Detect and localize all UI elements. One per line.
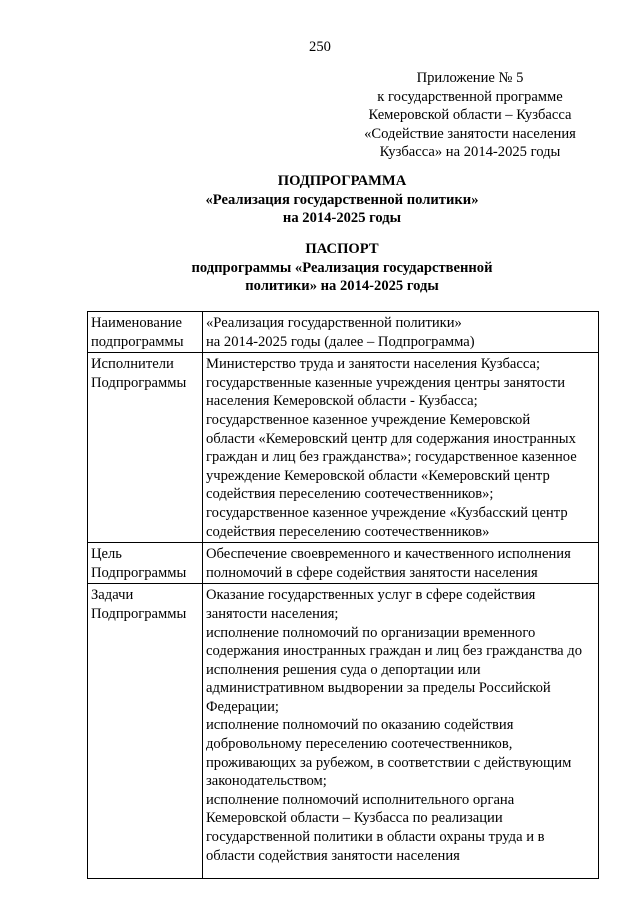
label-line: Подпрограммы bbox=[91, 564, 187, 581]
label-line: Цель bbox=[91, 546, 122, 563]
value-line: на 2014-2025 годы (далее – Подпрограмма) bbox=[206, 333, 475, 350]
value-line: исполнение полномочий по оказанию содействия bbox=[206, 717, 514, 734]
row-label bbox=[88, 353, 203, 543]
value-line: исполнение полномочий по организации временного bbox=[206, 624, 536, 641]
page-number: 250 bbox=[309, 39, 331, 55]
value-line: исполнение полномочий исполнительного органа bbox=[206, 791, 515, 808]
value-line: полномочий в сфере содействия занятости населения bbox=[206, 564, 538, 581]
value-line: содействия переселению соотечественников»; bbox=[206, 486, 494, 503]
appendix-line: к государственной программе bbox=[377, 88, 563, 105]
row-value bbox=[203, 584, 599, 879]
passport-subtitle: подпрограммы «Реализация государственной bbox=[191, 259, 493, 276]
appendix-line: «Содействие занятости населения bbox=[364, 125, 576, 142]
label-line: подпрограммы bbox=[91, 333, 184, 350]
value-line: содействия переселению соотечественников» bbox=[206, 523, 490, 540]
value-line: содержания иностранных граждан и лиц без гражданства до bbox=[206, 643, 583, 660]
row-label bbox=[88, 543, 203, 584]
table-row bbox=[88, 584, 599, 879]
row-value bbox=[203, 543, 599, 584]
value-line: добровольному переселению соотечественников, bbox=[206, 736, 513, 753]
appendix-line: Приложение № 5 bbox=[416, 70, 524, 86]
row-label bbox=[88, 312, 203, 353]
value-line: Министерство труда и занятости населения Кузбасса; bbox=[206, 356, 541, 373]
appendix-line: Кузбасса» на 2014-2025 годы bbox=[379, 144, 561, 161]
value-line: государственной политики в области охраны труда и в bbox=[206, 829, 545, 846]
value-line: Федерации; bbox=[206, 698, 279, 715]
passport-table bbox=[87, 311, 599, 879]
subprogram-heading bbox=[0, 172, 640, 228]
row-value bbox=[203, 353, 599, 543]
value-line: Кемеровской области – Кузбасса по реализации bbox=[206, 810, 503, 827]
subprogram-period: на 2014-2025 годы bbox=[282, 210, 402, 227]
row-label bbox=[88, 584, 203, 879]
value-line: области содействия занятости населения bbox=[206, 847, 460, 864]
table-row bbox=[88, 543, 599, 584]
passport-subtitle: политики» на 2014-2025 годы bbox=[245, 278, 439, 295]
label-line: Исполнители bbox=[91, 356, 174, 373]
row-value bbox=[203, 312, 599, 353]
table-row bbox=[88, 312, 599, 353]
appendix-block bbox=[340, 69, 600, 162]
value-line: государственные казенные учреждения центры занятости bbox=[206, 374, 566, 391]
value-line: законодательством; bbox=[206, 773, 327, 790]
value-line: Обеспечение своевременного и качественного исполнения bbox=[206, 546, 571, 563]
value-line: области «Кемеровский центр для содержания иностранных bbox=[206, 430, 576, 447]
value-line: граждан и лиц без гражданства»; государственное казенное bbox=[206, 449, 577, 466]
value-line: учреждение Кемеровской области «Кемеровский центр bbox=[206, 467, 550, 484]
value-line: «Реализация государственной политики» bbox=[206, 315, 462, 331]
value-line: Оказание государственных услуг в сфере содействия bbox=[206, 587, 536, 604]
value-line: государственное казенное учреждение Кемеровской bbox=[206, 411, 531, 428]
passport-title: ПАСПОРТ bbox=[305, 241, 379, 257]
value-line: населения Кемеровской области - Кузбасса; bbox=[206, 393, 478, 410]
value-line: занятости населения; bbox=[206, 605, 339, 622]
label-line: Задачи bbox=[91, 587, 134, 604]
label-line: Подпрограммы bbox=[91, 605, 187, 622]
value-line: административном выдворении за пределы Российской bbox=[206, 680, 551, 697]
subprogram-title: ПОДПРОГРАММА bbox=[277, 173, 407, 189]
value-line: государственное казенное учреждение «Кузбасский центр bbox=[206, 504, 568, 521]
value-line: проживающих за рубежом, в соответствии с действующим bbox=[206, 754, 572, 771]
value-line: исполнения решения суда о депортации или bbox=[206, 661, 481, 678]
passport-heading bbox=[0, 240, 640, 296]
subprogram-name: «Реализация государственной политики» bbox=[205, 191, 479, 208]
table-row bbox=[88, 353, 599, 543]
label-line: Наименование bbox=[91, 315, 182, 331]
label-line: Подпрограммы bbox=[91, 374, 187, 391]
appendix-line: Кемеровской области – Кузбасса bbox=[368, 107, 572, 124]
